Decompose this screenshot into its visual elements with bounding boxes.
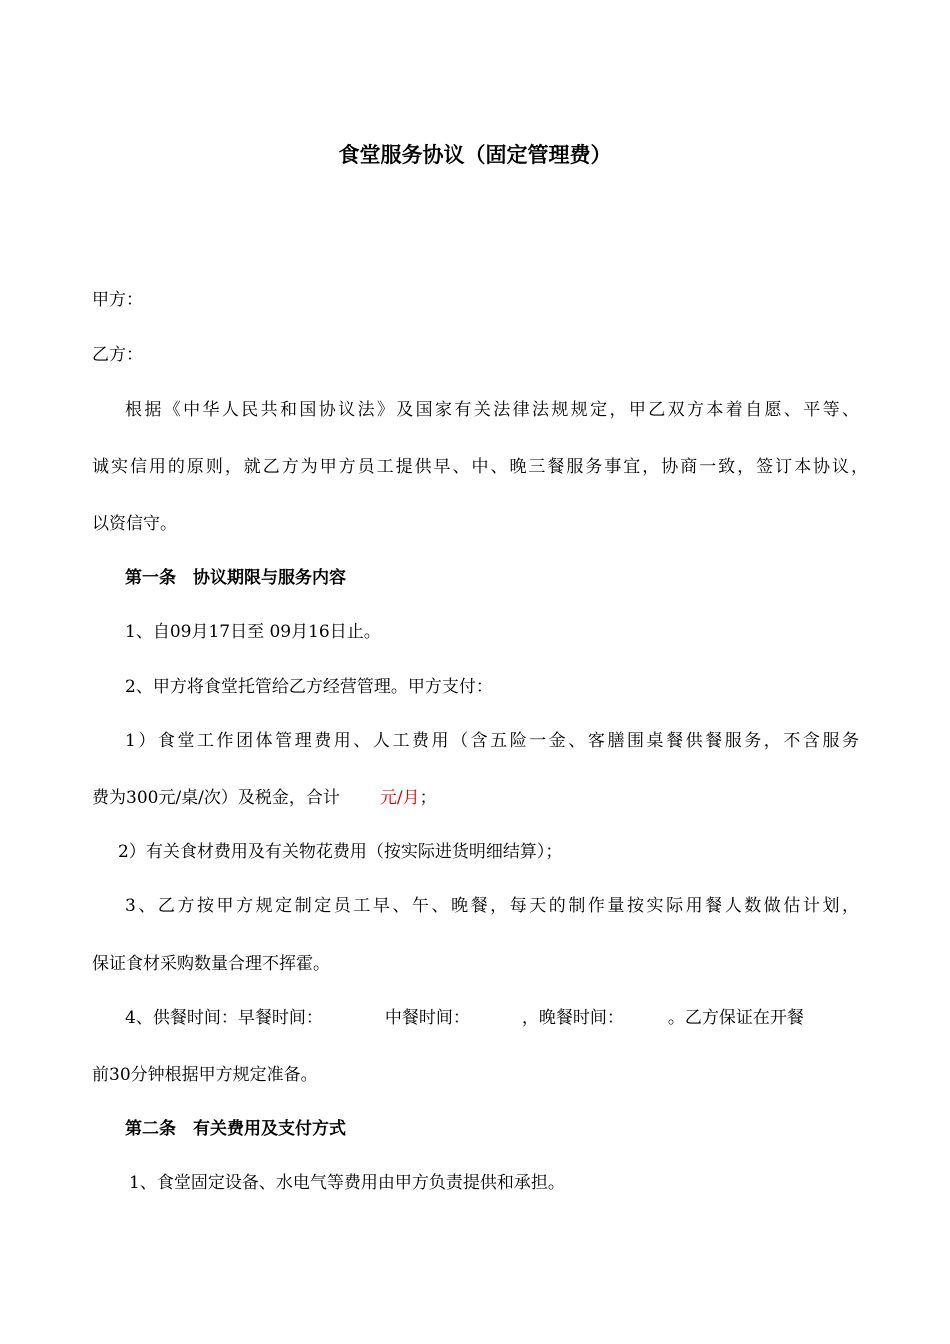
article-1-item-1: 1、自09月17日至 09月16日止。 [125,622,381,642]
article-1-item-3-line-2: 保证食材采购数量合理不挥霍。 [92,954,330,974]
party-b-label: 乙方： [92,345,143,365]
breakfast-time-label: 4、供餐时间：早餐时间： [125,1008,323,1028]
lunch-time-label: 中餐时间： [384,1008,470,1028]
article-1-item-4-line-1 [125,1006,804,1030]
dinner-time-label: ，晚餐时间： [521,1008,624,1028]
document-title: 食堂服务协议（固定管理费） [338,143,612,167]
fee-unit: 元/月 [379,788,420,808]
intro-line-3: 以资信守。 [92,514,177,534]
article-1-item-2-1-line-1: 1）食堂工作团体管理费用、人工费用（含五险一金、客膳围桌餐供餐服务，不含服务 [125,731,859,751]
intro-line-1: 根据《中华人民共和国协议法》及国家有关法律法规规定，甲乙双方本着自愿、平等、 [125,400,859,420]
article-2-heading: 第二条 有关费用及支付方式 [125,1119,346,1139]
article-1-item-2: 2、甲方将食堂托管给乙方经营管理。甲方支付： [125,677,493,697]
article-1-item-2-2: 2）有关食材费用及有关物花费用（按实际进货明细结算）； [118,842,563,862]
fee-text: 费为300元/桌/次）及税金，合计 [92,788,340,808]
prep-guarantee-text: 。乙方保证在开餐 [667,1008,804,1028]
article-1-item-2-1-line-2 [92,786,437,810]
party-a-label: 甲方： [92,290,143,310]
article-1-heading: 第一条 协议期限与服务内容 [125,568,346,588]
intro-line-2: 诚实信用的原则，就乙方为甲方员工提供早、中、晚三餐服务事宜，协商一致，签订本协议， [92,457,868,477]
article-2-item-1: 1、食堂固定设备、水电气等费用由甲方负责提供和承担。 [129,1173,565,1193]
article-1-item-4-line-2: 前30分钟根据甲方规定准备。 [92,1065,318,1085]
article-1-item-3-line-1: 3、乙方按甲方规定制定员工早、午、晚餐，每天的制作量按实际用餐人数做估计划， [125,896,859,916]
fee-end: ； [419,788,437,808]
